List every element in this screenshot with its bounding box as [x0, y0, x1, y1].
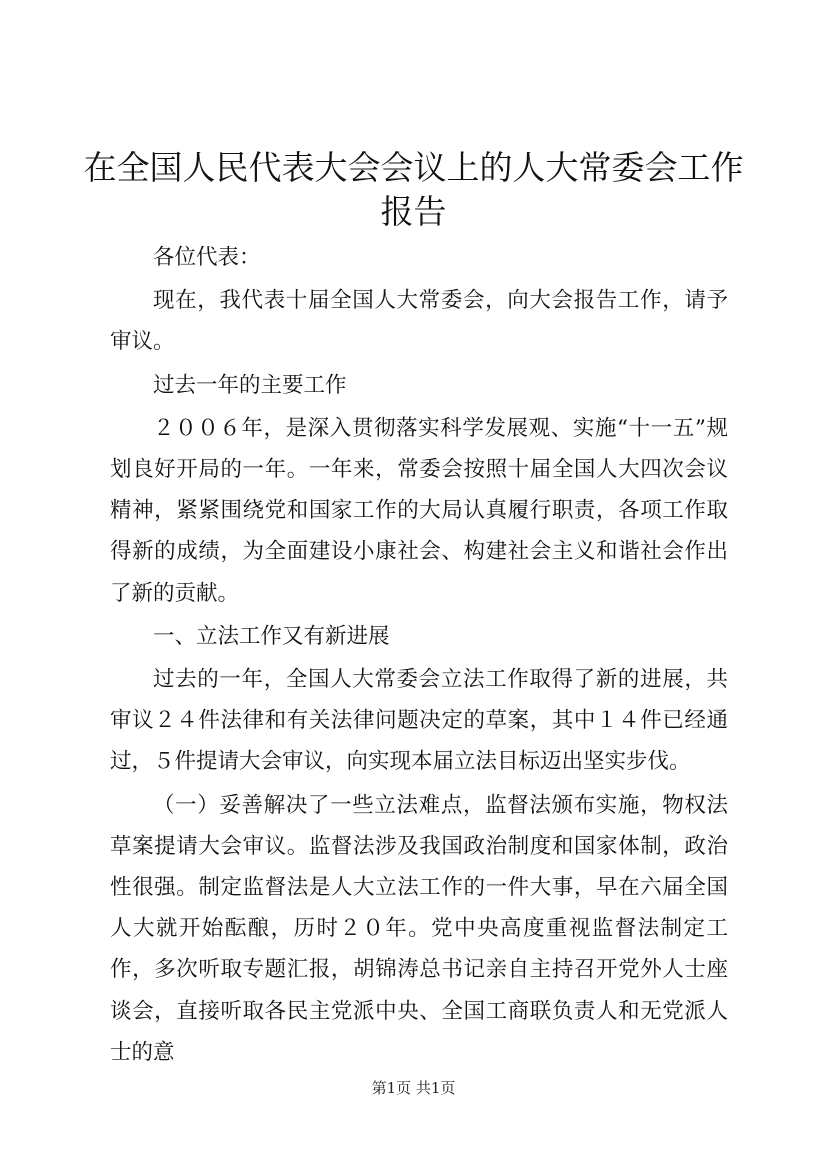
- section-heading-legislation: 一、立法工作又有新进展: [153, 623, 390, 649]
- paragraph-intro: 现在，我代表十届全国人大常委会，向大会报告工作，请予审议。: [110, 288, 728, 355]
- paragraph-legislation-progress: 过去的一年，全国人大常委会立法工作取得了新的进展，共审议２４件法律和有关法律问题决定的草案，其中１４件已经通过，５件提请大会审议，向实现本届立法目标迈出坚实步伐。: [110, 667, 728, 775]
- paragraph-2006-summary: ２００６年，是深入贯彻落实科学发展观、实施“十一五”规划良好开局的一年。一年来，常委会按照十届全国人大四次会议精神，紧紧围绕党和国家工作的大局认真履行职责，各项工作取得新的成绩，为全面建设小康社会、构建社会主义和谐社会作出了新的贡献。: [110, 415, 728, 606]
- page-footer: [0, 1078, 827, 1098]
- document-title-line-1: 在全国人民代表大会会议上的人大常委会工作: [83, 148, 744, 187]
- section-heading-past-year: 过去一年的主要工作: [153, 372, 347, 398]
- document-body: [110, 237, 728, 1075]
- document-title-line-2: 报告: [380, 192, 447, 231]
- paragraph-supervision-law: （一）妥善解决了一些立法难点，监督法颁布实施，物权法草案提请大会审议。监督法涉及我国政治制度和国家体制，政治性很强。制定监督法是人大立法工作的一件大事，早在六届全国人大就开始酝酿，历时２０年。党中央高度重视监督法制定工作，多次听取专题汇报，胡锦涛总书记亲自主持召开党外人士座谈会，直接听取各民主党派中央、全国工商联负责人和无党派人士的意: [110, 792, 728, 1065]
- page-number: 第1页 共1页: [371, 1079, 456, 1097]
- salutation: 各位代表：: [153, 245, 261, 270]
